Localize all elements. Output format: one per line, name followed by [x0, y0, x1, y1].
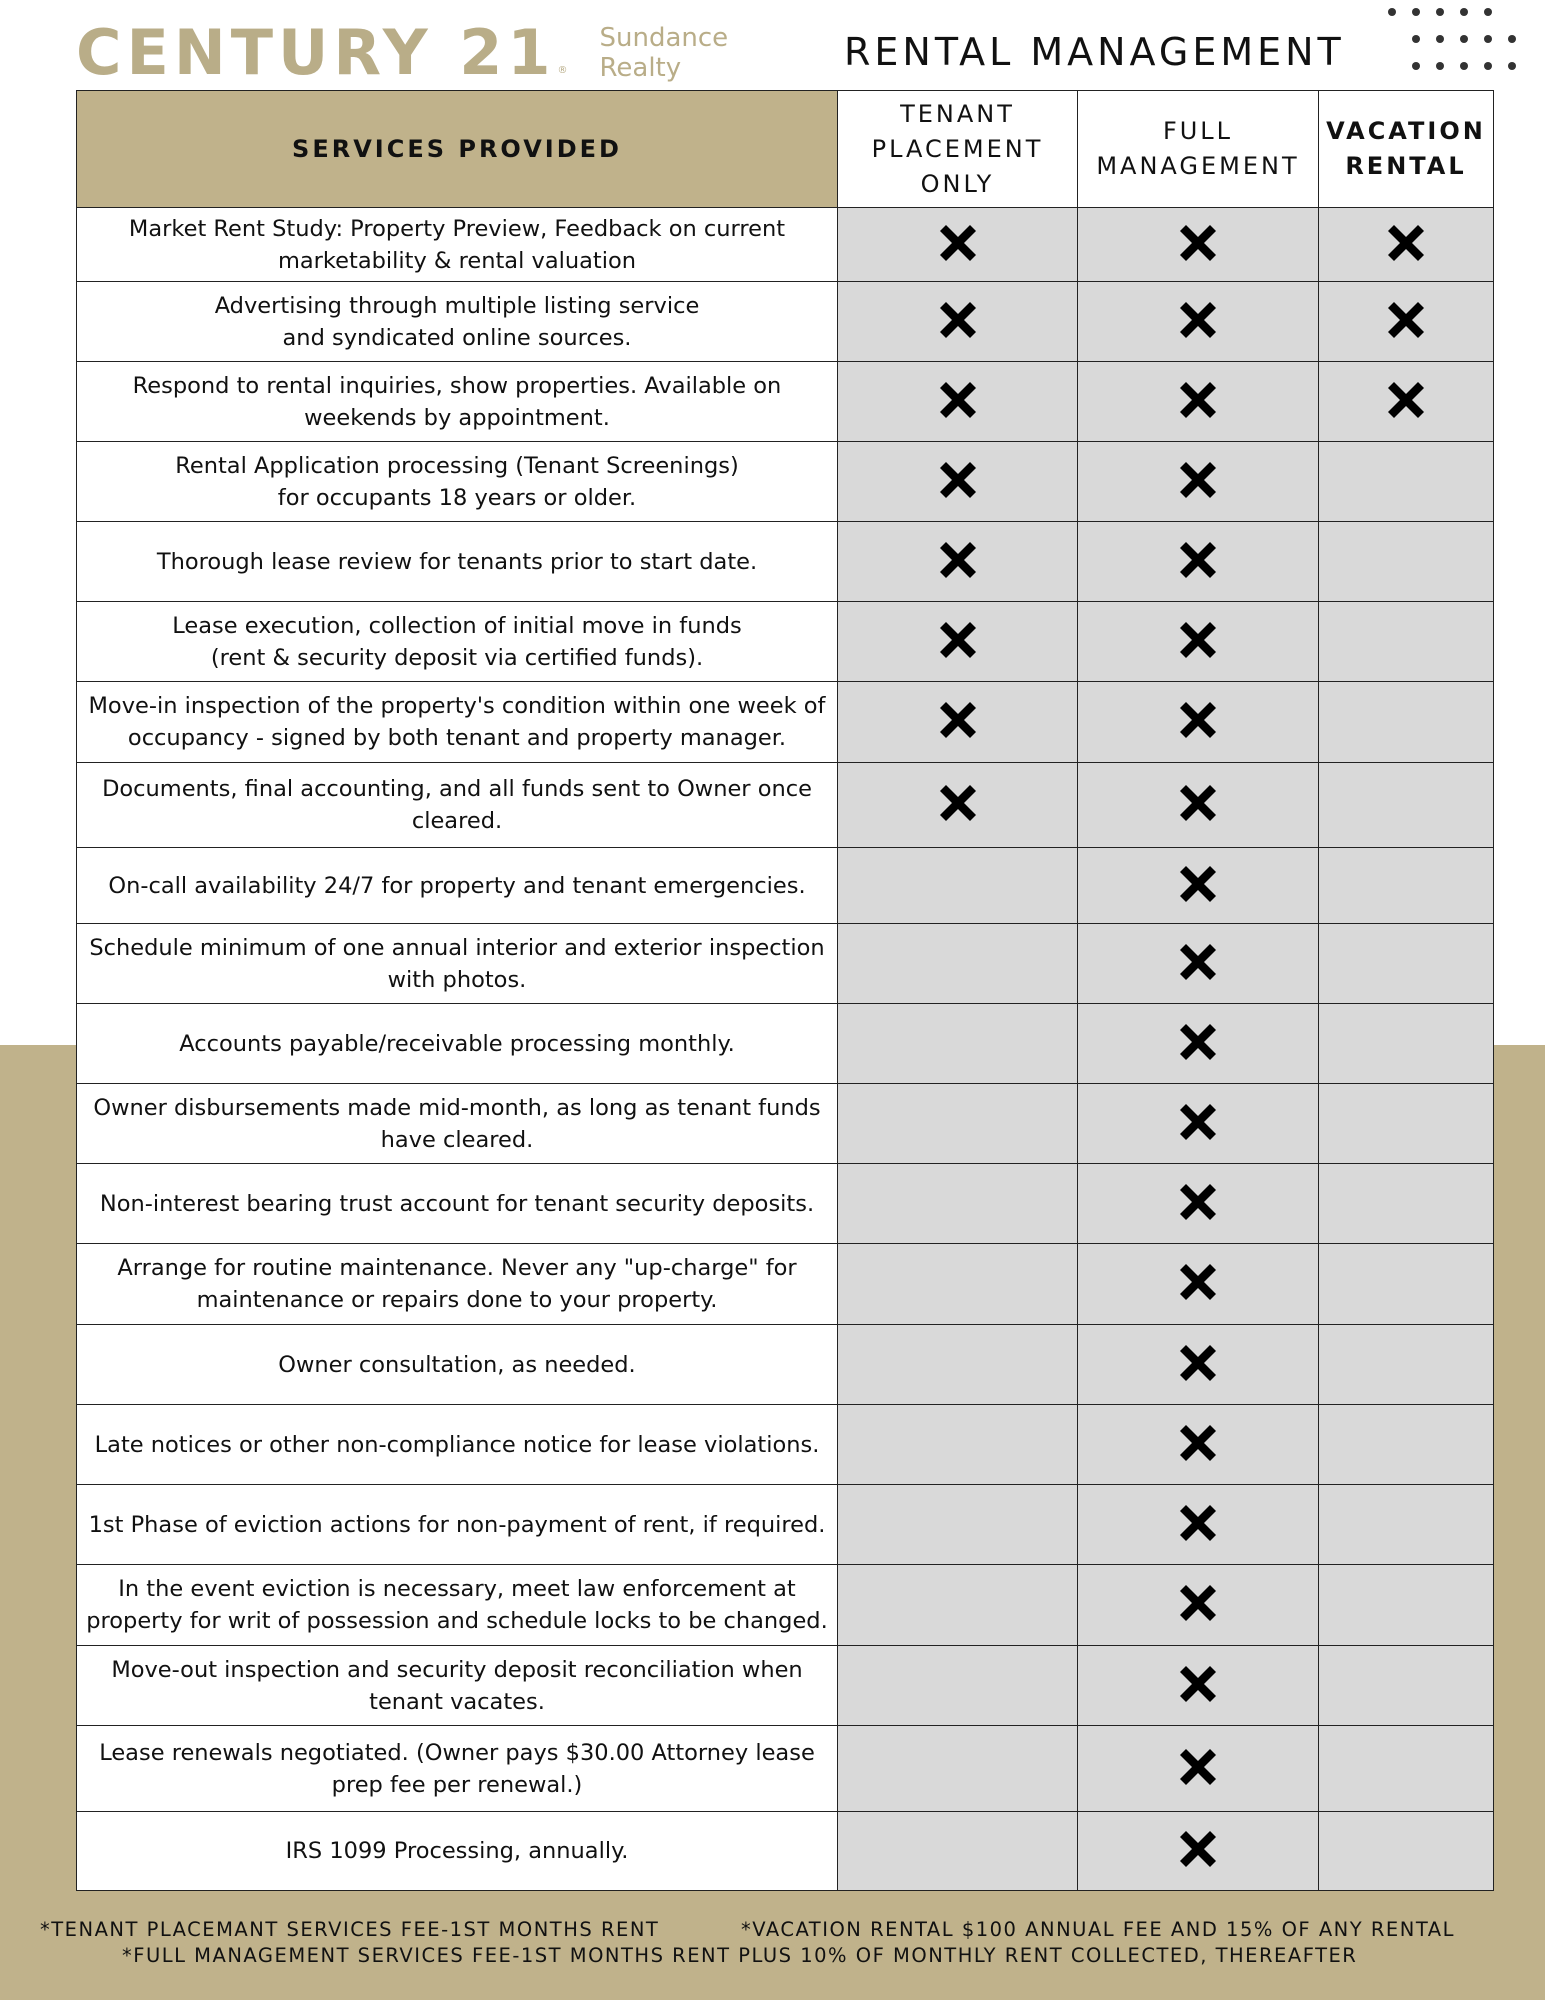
check-cell-full	[1078, 763, 1319, 848]
table-row	[77, 442, 1494, 522]
check-cell-full	[1078, 362, 1319, 442]
x-mark-icon	[1178, 1343, 1218, 1383]
table-row	[77, 1485, 1494, 1565]
decorative-dot	[1412, 8, 1420, 16]
check-cell-full	[1078, 1325, 1319, 1405]
check-cell-tenant	[838, 1084, 1078, 1164]
service-description: Arrange for routine maintenance. Never any "up-charge" for maintenance or repairs done to your property.	[77, 1244, 838, 1325]
table-row	[77, 763, 1494, 848]
check-cell-vacation	[1319, 924, 1494, 1004]
table-row	[77, 208, 1494, 282]
footnote-full-fee: *FULL MANAGEMENT SERVICES FEE-1ST MONTHS RENT PLUS 10% OF MONTHLY RENT COLLECTED, THEREAFTER	[122, 1944, 1358, 1967]
check-cell-full	[1078, 1004, 1319, 1084]
services-table-body	[77, 208, 1494, 1891]
decorative-dot-grid	[1388, 8, 1538, 78]
check-cell-tenant	[838, 522, 1078, 602]
check-cell-vacation	[1319, 1084, 1494, 1164]
header-services-provided: SERVICES PROVIDED	[77, 91, 838, 208]
service-description: Advertising through multiple listing service and syndicated online sources.	[77, 282, 838, 362]
decorative-dot	[1508, 62, 1516, 70]
x-mark-icon	[1178, 1829, 1218, 1869]
check-cell-full	[1078, 1726, 1319, 1812]
service-description: Market Rent Study: Property Preview, Feedback on current marketability & rental valuation	[77, 208, 838, 282]
footnote-vacation-fee: *VACATION RENTAL $100 ANNUAL FEE AND 15% OF ANY RENTAL	[741, 1918, 1455, 1941]
check-cell-full	[1078, 848, 1319, 924]
check-cell-full	[1078, 1812, 1319, 1891]
service-description: Move-out inspection and security deposit reconciliation when tenant vacates.	[77, 1646, 838, 1726]
table-row	[77, 282, 1494, 362]
decorative-dot	[1388, 8, 1396, 16]
table-row	[77, 1812, 1494, 1891]
decorative-dot	[1460, 35, 1468, 43]
table-row	[77, 848, 1494, 924]
check-cell-tenant	[838, 1565, 1078, 1646]
header-full-management: FULL MANAGEMENT	[1078, 91, 1319, 208]
table-row	[77, 1084, 1494, 1164]
check-cell-vacation	[1319, 1004, 1494, 1084]
check-cell-tenant	[838, 1646, 1078, 1726]
check-cell-vacation	[1319, 682, 1494, 763]
x-mark-icon	[1178, 1583, 1218, 1623]
x-mark-icon	[1386, 380, 1426, 420]
service-description: Thorough lease review for tenants prior to start date.	[77, 522, 838, 602]
x-mark-icon	[1178, 300, 1218, 340]
check-cell-full	[1078, 1405, 1319, 1485]
decorative-dot	[1436, 8, 1444, 16]
service-description: Lease renewals negotiated. (Owner pays $30.00 Attorney lease prep fee per renewal.)	[77, 1726, 838, 1812]
check-cell-vacation	[1319, 1565, 1494, 1646]
check-cell-full	[1078, 1485, 1319, 1565]
x-mark-icon	[1178, 620, 1218, 660]
check-cell-tenant	[838, 1485, 1078, 1565]
check-cell-tenant	[838, 848, 1078, 924]
service-description: Late notices or other non-compliance notice for lease violations.	[77, 1405, 838, 1485]
service-description: Lease execution, collection of initial move in funds (rent & security deposit via certified funds).	[77, 602, 838, 682]
x-mark-icon	[938, 380, 978, 420]
footnote-tenant-fee: *TENANT PLACEMANT SERVICES FEE-1ST MONTHS RENT	[40, 1918, 660, 1941]
decorative-dot	[1412, 35, 1420, 43]
check-cell-tenant	[838, 602, 1078, 682]
brand-subtitle	[600, 23, 729, 83]
check-cell-tenant	[838, 1325, 1078, 1405]
check-cell-full	[1078, 282, 1319, 362]
check-cell-tenant	[838, 763, 1078, 848]
x-mark-icon	[1386, 300, 1426, 340]
x-mark-icon	[938, 620, 978, 660]
x-mark-icon	[1178, 864, 1218, 904]
check-cell-vacation	[1319, 1325, 1494, 1405]
brand-sub-line2: Realty	[599, 53, 682, 83]
x-mark-icon	[1178, 1262, 1218, 1302]
check-cell-vacation	[1319, 1812, 1494, 1891]
x-mark-icon	[1178, 223, 1218, 263]
table-row	[77, 362, 1494, 442]
check-cell-vacation	[1319, 602, 1494, 682]
x-mark-icon	[938, 300, 978, 340]
decorative-dot	[1484, 8, 1492, 16]
table-row	[77, 1726, 1494, 1812]
check-cell-vacation	[1319, 1164, 1494, 1244]
check-cell-full	[1078, 1244, 1319, 1325]
x-mark-icon	[938, 700, 978, 740]
decorative-dot	[1460, 8, 1468, 16]
table-row	[77, 1004, 1494, 1084]
check-cell-tenant	[838, 1726, 1078, 1812]
x-mark-icon	[1178, 1747, 1218, 1787]
check-cell-full	[1078, 522, 1319, 602]
page-title: RENTAL MANAGEMENT	[844, 30, 1345, 74]
header-vacation-rental: VACATION RENTAL	[1319, 91, 1494, 208]
check-cell-vacation	[1319, 522, 1494, 602]
check-cell-tenant	[838, 1004, 1078, 1084]
check-cell-vacation	[1319, 1646, 1494, 1726]
x-mark-icon	[1386, 223, 1426, 263]
check-cell-full	[1078, 208, 1319, 282]
service-description: In the event eviction is necessary, meet law enforcement at property for writ of possession and schedule locks to be changed.	[77, 1565, 838, 1646]
brand-sub-line1: Sundance	[599, 23, 729, 53]
decorative-dot	[1484, 62, 1492, 70]
x-mark-icon	[1178, 460, 1218, 500]
check-cell-full	[1078, 1646, 1319, 1726]
x-mark-icon	[938, 223, 978, 263]
check-cell-tenant	[838, 282, 1078, 362]
check-cell-full	[1078, 1084, 1319, 1164]
x-mark-icon	[938, 540, 978, 580]
check-cell-tenant	[838, 924, 1078, 1004]
check-cell-tenant	[838, 1405, 1078, 1485]
x-mark-icon	[1178, 783, 1218, 823]
check-cell-full	[1078, 682, 1319, 763]
table-row	[77, 682, 1494, 763]
service-description: Owner disbursements made mid-month, as long as tenant funds have cleared.	[77, 1084, 838, 1164]
x-mark-icon	[1178, 1423, 1218, 1463]
check-cell-vacation	[1319, 362, 1494, 442]
check-cell-vacation	[1319, 282, 1494, 362]
check-cell-tenant	[838, 682, 1078, 763]
brand-logo	[76, 18, 728, 88]
check-cell-tenant	[838, 1812, 1078, 1891]
check-cell-full	[1078, 1565, 1319, 1646]
table-row	[77, 522, 1494, 602]
service-description: 1st Phase of eviction actions for non-payment of rent, if required.	[77, 1485, 838, 1565]
service-description: Rental Application processing (Tenant Screenings) for occupants 18 years or older.	[77, 442, 838, 522]
check-cell-vacation	[1319, 442, 1494, 522]
check-cell-full	[1078, 1164, 1319, 1244]
check-cell-full	[1078, 602, 1319, 682]
x-mark-icon	[938, 460, 978, 500]
x-mark-icon	[938, 783, 978, 823]
check-cell-vacation	[1319, 1405, 1494, 1485]
decorative-dot	[1508, 35, 1516, 43]
service-description: Schedule minimum of one annual interior and exterior inspection with photos.	[77, 924, 838, 1004]
check-cell-vacation	[1319, 848, 1494, 924]
x-mark-icon	[1178, 700, 1218, 740]
service-description: Documents, final accounting, and all funds sent to Owner once cleared.	[77, 763, 838, 848]
x-mark-icon	[1178, 1503, 1218, 1543]
service-description: IRS 1099 Processing, annually.	[77, 1812, 838, 1891]
decorative-dot	[1484, 35, 1492, 43]
check-cell-vacation	[1319, 1726, 1494, 1812]
table-row	[77, 1244, 1494, 1325]
header-tenant-placement: TENANT PLACEMENT ONLY	[838, 91, 1078, 208]
table-row	[77, 924, 1494, 1004]
service-description: Respond to rental inquiries, show properties. Available on weekends by appointment.	[77, 362, 838, 442]
decorative-dot	[1436, 62, 1444, 70]
decorative-dot	[1460, 62, 1468, 70]
x-mark-icon	[1178, 540, 1218, 580]
table-row	[77, 1164, 1494, 1244]
table-row	[77, 1325, 1494, 1405]
check-cell-vacation	[1319, 208, 1494, 282]
services-table	[76, 90, 1494, 1891]
brand-name: CENTURY 21	[76, 16, 556, 89]
table-header-row	[77, 91, 1494, 208]
decorative-dot	[1436, 35, 1444, 43]
x-mark-icon	[1178, 1182, 1218, 1222]
check-cell-tenant	[838, 208, 1078, 282]
service-description: Move-in inspection of the property's condition within one week of occupancy - signed by both tenant and property manager.	[77, 682, 838, 763]
check-cell-tenant	[838, 442, 1078, 522]
x-mark-icon	[1178, 1102, 1218, 1142]
brand-reg-mark: ®	[557, 65, 568, 76]
service-description: Non-interest bearing trust account for tenant security deposits.	[77, 1164, 838, 1244]
check-cell-vacation	[1319, 1485, 1494, 1565]
table-row	[77, 1405, 1494, 1485]
check-cell-vacation	[1319, 763, 1494, 848]
table-row	[77, 602, 1494, 682]
service-description: Accounts payable/receivable processing monthly.	[77, 1004, 838, 1084]
x-mark-icon	[1178, 942, 1218, 982]
decorative-dot	[1412, 62, 1420, 70]
x-mark-icon	[1178, 1664, 1218, 1704]
service-description: On-call availability 24/7 for property and tenant emergencies.	[77, 848, 838, 924]
table-row	[77, 1646, 1494, 1726]
check-cell-tenant	[838, 1244, 1078, 1325]
table-row	[77, 1565, 1494, 1646]
x-mark-icon	[1178, 380, 1218, 420]
check-cell-tenant	[838, 362, 1078, 442]
x-mark-icon	[1178, 1022, 1218, 1062]
check-cell-tenant	[838, 1164, 1078, 1244]
check-cell-full	[1078, 924, 1319, 1004]
service-description: Owner consultation, as needed.	[77, 1325, 838, 1405]
check-cell-vacation	[1319, 1244, 1494, 1325]
check-cell-full	[1078, 442, 1319, 522]
